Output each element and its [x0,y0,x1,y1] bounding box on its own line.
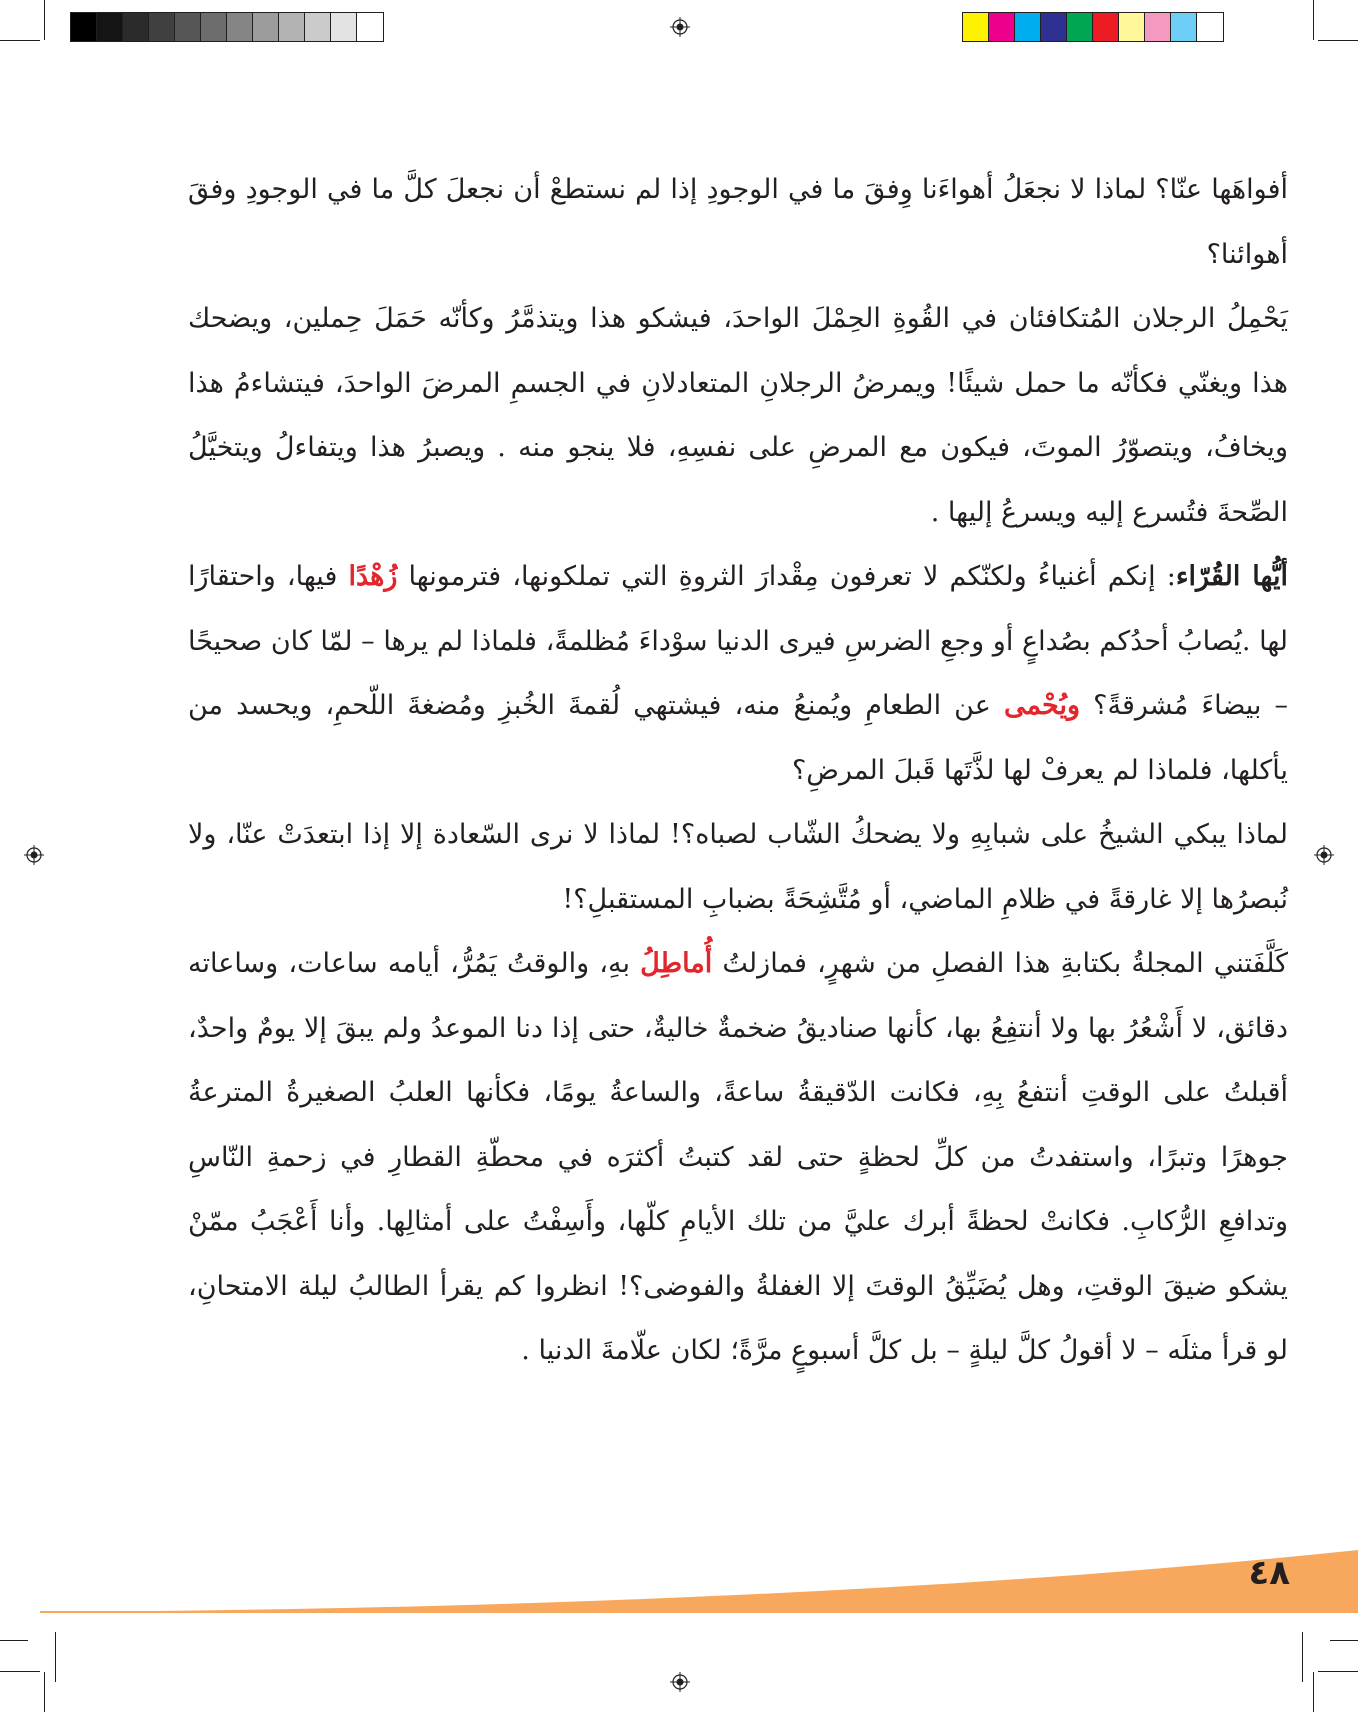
paragraph: أفواهَها عنّا؟ لماذا لا نجعَلُ أهواءَنا وِفقَ ما في الوجودِ إذا لم نستطعْ أن نجعلَ كلَّ ما في الوجودِ وفقَ أهوائنا؟ [188,174,1288,270]
crop-mark [1318,1671,1358,1672]
color-swatch [1119,13,1145,41]
grayscale-bar [70,12,384,42]
crop-mark [0,1640,28,1641]
crop-mark [1318,40,1358,41]
registration-mark-icon [670,1672,690,1692]
paragraph: يَحْمِلُ الرجلان المُتكافئان في القُوةِ الحِمْلَ الواحدَ، فيشكو هذا ويتذمَّرُ وكأنّه حَمَلَ حِملين، ويضحك هذا ويغنّي فكأنّه ما حمل شيئًا! ويمرضُ الرجلانِ المتعادلانِ في الجسمِ المرضَ الواحدَ، فيتشاءمُ هذا ويخافُ، ويتصوّرُ الموتَ، فيكون مع المرضِ على نفسِهِ، فلا ينجو منه . ويصبرُ هذا ويتفاءلُ ويتخيَّلُ الصِّحةَ فتُسرع إليه ويسرعُ إليها . [188,303,1288,528]
grayscale-swatch [357,13,383,41]
registration-mark-icon [1314,845,1334,865]
color-swatch [989,13,1015,41]
grayscale-swatch [253,13,279,41]
crop-mark [1313,0,1314,40]
color-swatch [963,13,989,41]
color-bar [962,12,1224,42]
page-number: ٤٨ [1248,1553,1290,1593]
article-body [188,158,1288,1384]
paragraph [188,545,1288,803]
color-swatch [1197,13,1223,41]
crop-mark [44,0,45,40]
color-swatch [1171,13,1197,41]
grayscale-swatch [71,13,97,41]
grayscale-swatch [201,13,227,41]
grayscale-swatch [149,13,175,41]
footer-band [0,1520,1358,1630]
paragraph: لماذا يبكي الشيخُ على شبابِهِ ولا يضحكُ الشّاب لصباه؟! لماذا لا نرى السّعادة إلا إذا ابتعدَتْ عنّا، ولا نُبصرُها إلا غارقةً في ظلامِ الماضي، أو مُتَّشِحَةً بضبابِ المستقبلِ؟! [188,819,1288,915]
grayscale-swatch [175,13,201,41]
text-span: فيها، واحتقارًا لها .يُصابُ أحدُكم بصُداعٍ أو وجعِ الضرسِ فيرى الدنيا سوْداءَ مُظلمةً، فلماذا لم يرها – لمّا كان صحيحًا – بيضاءَ مُشرقةً؟ [188,561,1288,721]
crop-mark [1302,1632,1303,1682]
crop-mark [0,1671,40,1672]
text-span: : إنكم أغنياءُ ولكنّكم لا تعرفون مِقْدارَ الثروةِ التي تملكونها، فترمونها [397,561,1176,592]
crop-mark [1330,1640,1358,1641]
crop-mark [44,1672,45,1712]
grayscale-swatch [305,13,331,41]
grayscale-swatch [227,13,253,41]
registration-mark-icon [24,845,44,865]
grayscale-swatch [97,13,123,41]
grayscale-swatch [279,13,305,41]
text-span: كَلَّفَتني المجلةُ بكتابةِ هذا الفصلِ من شهرٍ، فمازلتُ [712,948,1288,979]
text-span: عن الطعامِ ويُمنعُ منه، فيشتهي لُقمةَ الخُبزِ ومُضغةَ اللّحمِ، ويحسد من يأكلها، فلماذا لم يعرفْ لها لذَّتَها قَبلَ المرضِ؟ [188,690,1288,786]
color-swatch [1145,13,1171,41]
crop-mark [0,40,40,41]
text-span: بهِ، والوقتُ يَمُرُّ، أيامه ساعات، وساعاته دقائق، لا أَشْعُرُ بها ولا أنتفِعُ بها، كأنها صناديقُ ضخمةٌ خاليةٌ، حتى إذا دنا الموعدُ ولم يبقَ إلا يومٌ واحدٌ، أقبلتُ على الوقتِ أنتفعُ بِهِ، فكانت الدّقيقةُ ساعةً، والساعةُ يومًا، فكأنها العلبُ الصغيرةُ المترعةُ جوهرًا وتبرًا، واستفدتُ من كلِّ لحظةٍ حتى لقد كتبتُ أكثرَه في محطّةِ القطارِ في زحمةِ النّاسِ وتدافعِ الرُّكابِ. فكانتْ لحظةً أبرك عليَّ من تلك الأيامِ كلّها، وأَسِفْتُ على أمثالِها. وأنا أَعْجَبُ ممّنْ يشكو ضيقَ الوقتِ، وهل يُضَيِّقُ الوقتَ إلا الغفلةُ والفوضى؟! انظروا كم يقرأ الطالبُ ليلة الامتحانِ، لو قرأ مثلَه – لا أقولُ كلَّ ليلةٍ – بل كلَّ أسبوعٍ مرَّةً؛ لكان علّامةَ الدنيا . [188,948,1288,1366]
crop-mark [55,1632,56,1682]
highlighted-word: زُهْدًا [348,561,398,592]
registration-mark-icon [670,17,690,37]
highlighted-word: أُماطِلُ [640,948,713,979]
crop-mark [1313,1672,1314,1712]
color-swatch [1041,13,1067,41]
grayscale-swatch [331,13,357,41]
color-swatch [1067,13,1093,41]
color-swatch [1093,13,1119,41]
grayscale-swatch [123,13,149,41]
paragraph [188,932,1288,1384]
reader-address: أيُّها القُرّاء [1175,561,1288,592]
highlighted-word: ويُحْمى [1003,690,1081,721]
color-swatch [1015,13,1041,41]
